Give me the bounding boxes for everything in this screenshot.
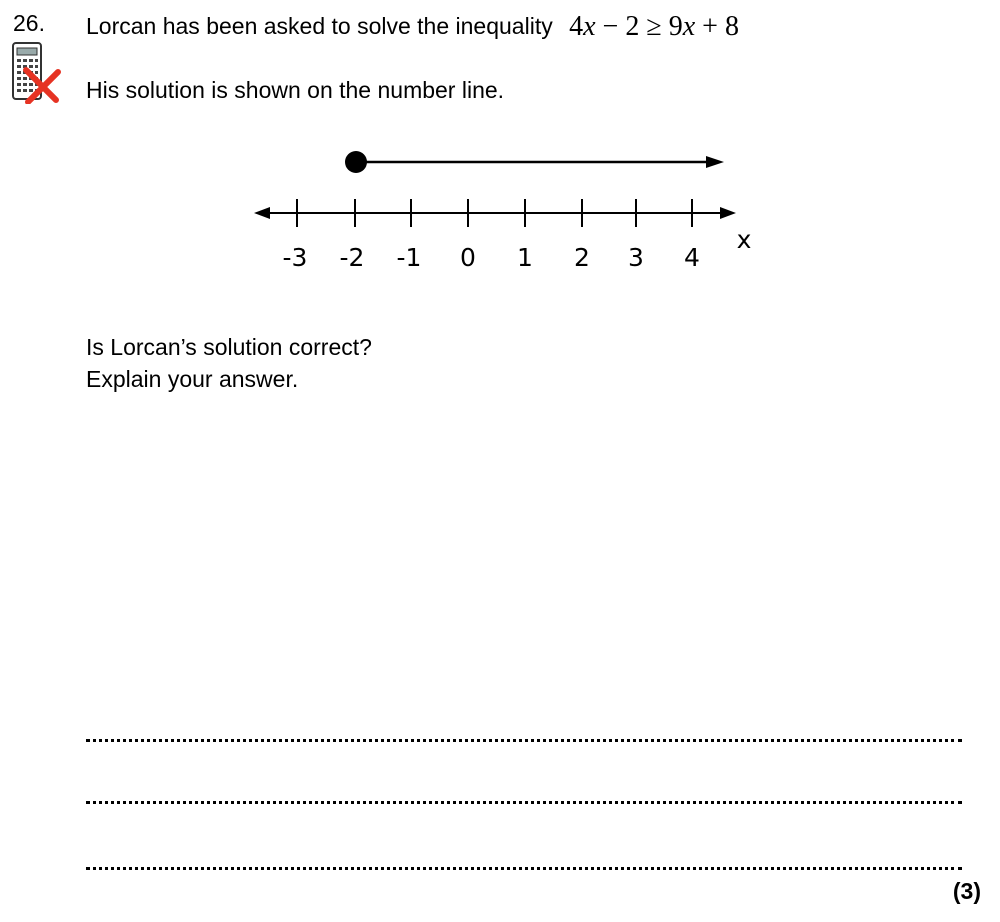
question-intro: Lorcan has been asked to solve the inequality [86,13,553,39]
tick-label: 0 [460,243,476,272]
tick-label: -3 [282,243,308,272]
tick-label: 1 [517,243,533,272]
tick-label: -1 [396,243,422,272]
axis-right-arrowhead [720,207,736,219]
axis-label: x [736,225,752,254]
question-prompt-2: Explain your answer. [86,366,299,392]
tick-label: 4 [684,243,700,272]
solution-ray [345,151,724,173]
answer-line-3[interactable] [86,867,962,870]
axis [254,207,736,219]
closed-endpoint [345,151,367,173]
answer-line-1[interactable] [86,739,962,742]
question-prompt-1: Is Lorcan’s solution correct? [86,334,372,360]
number-line [0,0,1000,300]
tick-label: -2 [339,243,365,272]
solution-ray-arrowhead [706,156,724,168]
tick-label: 2 [574,243,590,272]
axis-left-arrowhead [254,207,270,219]
question-number: 26. [13,10,45,36]
question-line-2: His solution is shown on the number line. [86,77,505,103]
answer-line-2[interactable] [86,801,962,804]
tick-labels [283,243,700,272]
tick-label: 3 [628,243,644,272]
marks-label: (3) [952,878,981,904]
inequality: 4x − 2 ≥ 9x + 8 [569,11,739,42]
